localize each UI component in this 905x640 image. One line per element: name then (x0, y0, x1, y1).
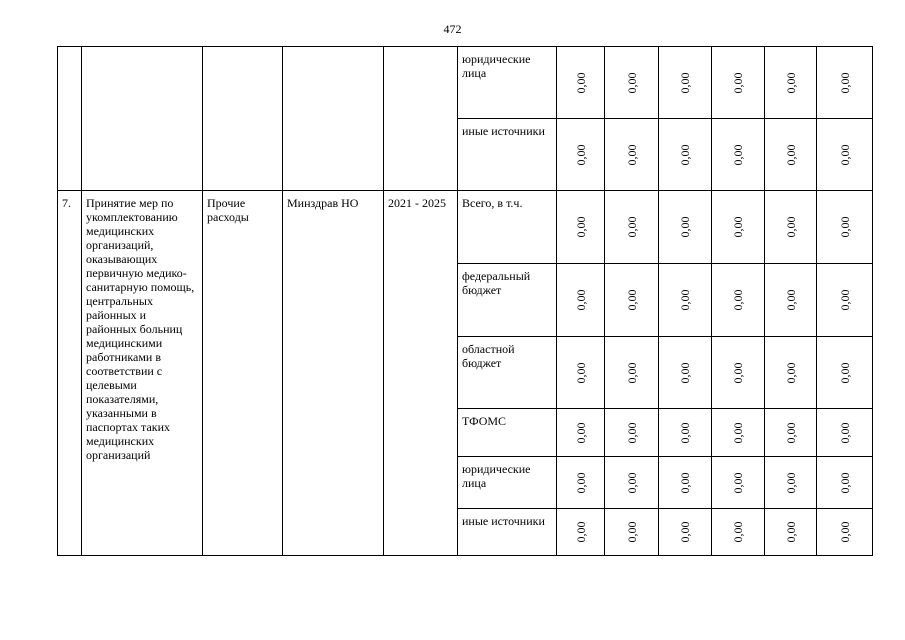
value-cell: 0,00 (712, 264, 765, 337)
value-cell: 0,00 (605, 47, 659, 119)
value-cell: 0,00 (817, 457, 873, 509)
value-cell: 0,00 (712, 409, 765, 457)
item-description-cell: Принятие мер по укомплектованию медицинских организаций, оказывающих первичную медико-санитарную помощь, центральных районных и районных больниц медицинскими работниками в соответствии с целевыми показателями, указанными в паспортах таких медицинских организаций (82, 191, 203, 556)
value-cell: 0,00 (712, 47, 765, 119)
value-cell: 0,00 (659, 509, 712, 556)
value-cell: 0,00 (557, 337, 605, 409)
value-cell: 0,00 (557, 191, 605, 264)
funding-source-cell: Всего, в т.ч. (458, 191, 557, 264)
value-cell: 0,00 (605, 409, 659, 457)
value-cell: 0,00 (605, 337, 659, 409)
value-cell: 0,00 (817, 191, 873, 264)
value-cell: 0,00 (765, 337, 817, 409)
value-cell: 0,00 (817, 264, 873, 337)
value-cell: 0,00 (557, 409, 605, 457)
value-cell: 0,00 (605, 119, 659, 191)
table-row (58, 47, 873, 119)
page-number: 472 (443, 22, 462, 36)
funding-source-cell: областной бюджет (458, 337, 557, 409)
value-cell: 0,00 (817, 119, 873, 191)
value-cell: 0,00 (659, 191, 712, 264)
value-cell: 0,00 (817, 47, 873, 119)
value-cell: 0,00 (712, 337, 765, 409)
funding-source-cell: иные источники (458, 509, 557, 556)
value-cell: 0,00 (765, 264, 817, 337)
funding-source-cell: федеральный бюджет (458, 264, 557, 337)
description-cell (82, 47, 203, 191)
value-cell: 0,00 (817, 337, 873, 409)
value-cell: 0,00 (765, 119, 817, 191)
value-cell: 0,00 (557, 264, 605, 337)
value-cell: 0,00 (659, 119, 712, 191)
value-cell: 0,00 (712, 191, 765, 264)
value-cell: 0,00 (659, 264, 712, 337)
value-cell: 0,00 (605, 457, 659, 509)
value-cell: 0,00 (659, 409, 712, 457)
funding-source-cell: юридические лица (458, 457, 557, 509)
item-period-cell: 2021 - 2025 (384, 191, 458, 556)
value-cell: 0,00 (605, 264, 659, 337)
funding-source-cell: иные источники (458, 119, 557, 191)
table-row (58, 191, 873, 264)
funding-source-cell: ТФОМС (458, 409, 557, 457)
value-cell: 0,00 (605, 191, 659, 264)
executor-cell (283, 47, 384, 191)
value-cell: 0,00 (817, 509, 873, 556)
value-cell: 0,00 (765, 409, 817, 457)
value-cell: 0,00 (557, 47, 605, 119)
value-cell: 0,00 (817, 409, 873, 457)
budget-table (57, 46, 873, 556)
value-cell: 0,00 (557, 119, 605, 191)
item-number-cell: 7. (58, 191, 82, 556)
value-cell: 0,00 (659, 337, 712, 409)
value-cell: 0,00 (712, 457, 765, 509)
value-cell: 0,00 (712, 119, 765, 191)
expense-type-cell (203, 47, 283, 191)
item-executor-cell: Минздрав НО (283, 191, 384, 556)
value-cell: 0,00 (765, 509, 817, 556)
value-cell: 0,00 (712, 509, 765, 556)
value-cell: 0,00 (659, 47, 712, 119)
value-cell: 0,00 (557, 457, 605, 509)
value-cell: 0,00 (765, 457, 817, 509)
value-cell: 0,00 (557, 509, 605, 556)
item-expense-type-cell: Прочие расходы (203, 191, 283, 556)
value-cell: 0,00 (605, 509, 659, 556)
funding-source-cell: юридические лица (458, 47, 557, 119)
value-cell: 0,00 (765, 191, 817, 264)
value-cell: 0,00 (765, 47, 817, 119)
num-cell (58, 47, 82, 191)
value-cell: 0,00 (659, 457, 712, 509)
period-cell (384, 47, 458, 191)
